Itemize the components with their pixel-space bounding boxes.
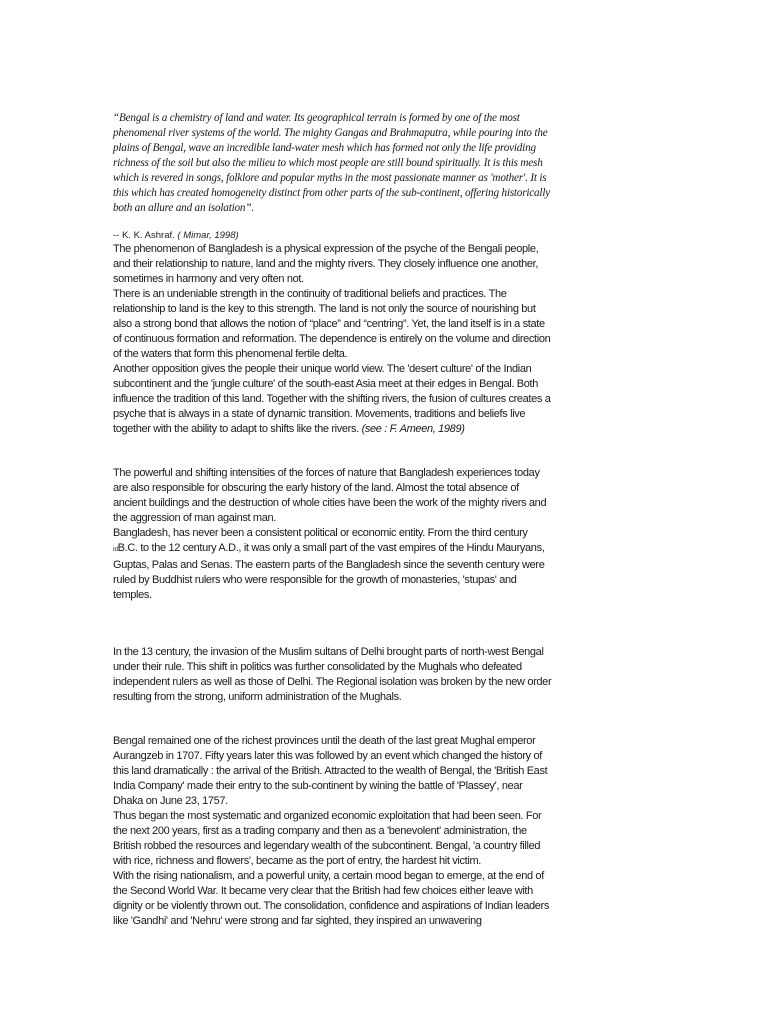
epigraph-quote: “Bengal is a chemistry of land and water. Its geographical terrain is formed by one of the most phenomenal river systems of the world. The mighty Gangas and Brahmaputra, while pouring into the plains of Bengal, wave an incredible land-water mesh which has formed not only the life providing richness of the soil but also the milieu to which most people are still bound spiritually. It is this mesh which is revered in songs, folklore and popular myths in the most passionate manner as 'mother'. It is this which has created homogeneity distinct from other parts of the sub-continent, offering historically both an allure and an isolation”.	[113, 112, 551, 214]
attribution-source: ( Mimar, 1998)	[177, 230, 239, 241]
paragraph: There is an undeniable strength in the continuity of traditional beliefs and practices. The relationship to land is the key to this strength. The land is not only the source of nourishing but also a strong bond that allows the notion of “place” and “centring”. Yet, the land itself is in a state of continuous formation and reformation. The dependence is entirely on the volume and direction of the waters that form this phenomenal fertile delta.	[113, 288, 551, 360]
paragraph	[113, 526, 553, 603]
ordinal-suffix: rd	[113, 547, 118, 553]
body-section-intro	[113, 242, 553, 437]
body-section-british-rule	[113, 734, 553, 929]
paragraph	[113, 362, 553, 437]
paragraph: With the rising nationalism, and a powerful unity, a certain mood began to emerge, at the end of the Second World War. It became very clear that the British had few choices either leave with dignity or be violently thrown out. The consolidation, confidence and aspirations of Indian leaders like 'Gandhi' and 'Nehru' were strong and far sighted, they inspired an unwavering	[113, 870, 549, 927]
body-section-muslim-rule	[113, 645, 553, 705]
paragraph-text: B.C. to the 12 century A.D., it was only a small part of the vast empires of the Hindu Mauryans, Guptas, Palas and Senas. The eastern parts of the Bangladesh since the seventh century were ruled by Buddhist rulers who were responsible for the growth of monasteries, 'stupas' and temples.	[113, 542, 545, 601]
paragraph: The powerful and shifting intensities of the forces of nature that Bangladesh experiences today are also responsible for obscuring the early history of the land. Almost the total absence of ancient buildings and the destruction of whole cities have been the work of the mighty rivers and the aggression of man against man.	[113, 467, 547, 524]
paragraph-text: Bangladesh, has never been a consistent political or economic entity. From the third century	[113, 527, 528, 539]
body-section-early-history	[113, 466, 553, 603]
paragraph: In the 13 century, the invasion of the Muslim sultans of Delhi brought parts of north-west Bengal under their rule. This shift in politics was further consolidated by the Mughals who defeated independent rulers as well as those of Delhi. The Regional isolation was broken by the new order resulting from the strong, uniform administration of the Mughals.	[113, 646, 552, 703]
paragraph: Thus began the most systematic and organized economic exploitation that had been seen. For the next 200 years, first as a trading company and then as a 'benevolent' administration, the British robbed the resources and legendary wealth of the subcontinent. Bengal, 'a country filled with rice, richness and flowers', became as the port of entry, the hardest hit victim.	[113, 810, 542, 867]
quote-attribution	[113, 230, 553, 242]
paragraph: The phenomenon of Bangladesh is a physical expression of the psyche of the Bengali people, and their relationship to nature, land and the mighty rivers. They closely influence one another, sometimes in harmony and very often not.	[113, 243, 539, 285]
attribution-author: -- K. K. Ashraf.	[113, 230, 175, 241]
citation: (see : F. Ameen, 1989)	[361, 423, 465, 435]
paragraph-text: Another opposition gives the people their unique world view. The 'desert culture' of the Indian subcontinent and the 'jungle culture' of the south-east Asia meet at their edges in Bengal. Both influence the tradition of this land. Together with the shifting rivers, the fusion of cultures creates a psyche that is always in a state of dynamic transition. Movements, traditions and beliefs live together with the ability to adapt to shifts like the rivers.	[113, 363, 551, 435]
paragraph: Bengal remained one of the richest provinces until the death of the last great Mughal emperor Aurangzeb in 1707. Fifty years later this was followed by an event which changed the history of this land dramatically : the arrival of the British. Attracted to the wealth of Bengal, the 'British East India Company' made their entry to the sub-continent by wining the battle of 'Plassey', near Dhaka on June 23, 1757.	[113, 735, 548, 807]
